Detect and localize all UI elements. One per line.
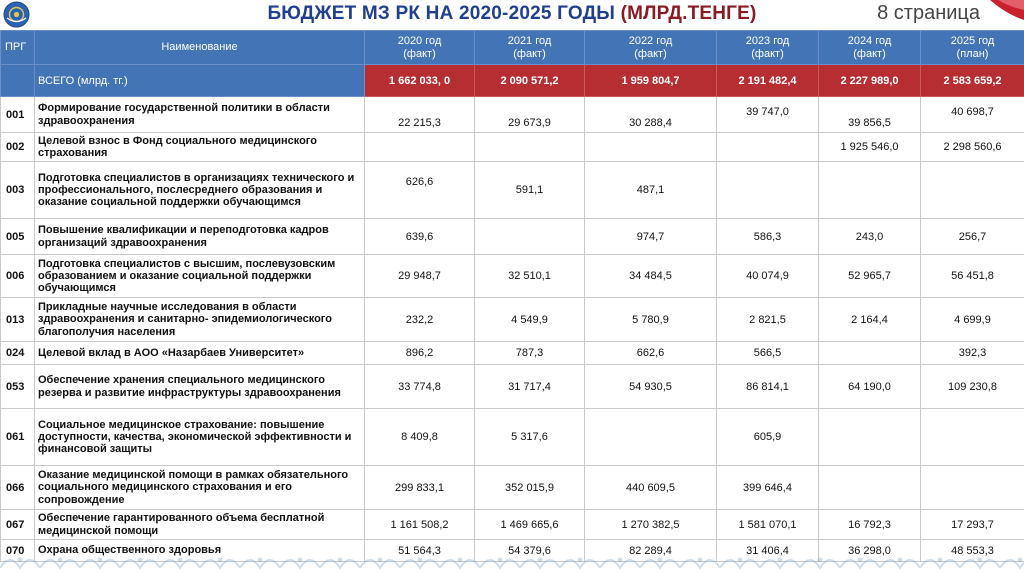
value-cell: 399 646,4 [717, 466, 819, 510]
value-cell: 40 698,7 [921, 97, 1024, 133]
program-name: Подготовка специалистов с высшим, послевузовским образованием и оказание социальной поддержки обучающимся [35, 255, 365, 298]
table-row [1, 219, 1024, 255]
total-code-cell [1, 65, 35, 97]
table-row [1, 133, 1024, 162]
total-value: 2 227 989,0 [819, 65, 921, 97]
value-cell: 52 965,7 [819, 255, 921, 298]
program-name: Целевой вклад в АОО «Назарбаев Университет» [35, 342, 365, 365]
program-name: Обеспечение хранения специального медицинского резерва и развитие инфраструктуры здравоохранения [35, 365, 365, 409]
total-label: ВСЕГО (млрд. тг.) [35, 65, 365, 97]
header-year: 2023 год (факт) [717, 31, 819, 65]
value-cell: 662,6 [585, 342, 717, 365]
value-cell: 33 774,8 [365, 365, 475, 409]
value-cell [475, 133, 585, 162]
value-cell: 56 451,8 [921, 255, 1024, 298]
value-cell: 440 609,5 [585, 466, 717, 510]
program-code: 002 [1, 133, 35, 162]
table-row [1, 97, 1024, 133]
value-cell: 591,1 [475, 162, 585, 219]
value-cell [819, 409, 921, 466]
value-cell: 54 930,5 [585, 365, 717, 409]
total-value: 2 191 482,4 [717, 65, 819, 97]
value-cell [819, 342, 921, 365]
value-cell: 1 925 546,0 [819, 133, 921, 162]
program-code: 013 [1, 298, 35, 342]
value-cell: 16 792,3 [819, 510, 921, 540]
program-code: 061 [1, 409, 35, 466]
program-code: 070 [1, 540, 35, 562]
value-cell: 54 379,6 [475, 540, 585, 562]
value-cell: 36 298,0 [819, 540, 921, 562]
table-row [1, 540, 1024, 562]
value-cell: 34 484,5 [585, 255, 717, 298]
program-name: Прикладные научные исследования в области здравоохранения и санитарно- эпидемиологического благополучия населения [35, 298, 365, 342]
total-value: 1 662 033, 0 [365, 65, 475, 97]
value-cell: 82 289,4 [585, 540, 717, 562]
value-cell: 1 270 382,5 [585, 510, 717, 540]
program-code: 006 [1, 255, 35, 298]
value-cell: 896,2 [365, 342, 475, 365]
value-cell [921, 162, 1024, 219]
value-cell: 22 215,3 [365, 97, 475, 133]
total-row [1, 65, 1024, 97]
table-row [1, 409, 1024, 466]
value-cell [365, 133, 475, 162]
value-cell: 39 856,5 [819, 97, 921, 133]
program-code: 053 [1, 365, 35, 409]
program-code: 001 [1, 97, 35, 133]
program-name: Охрана общественного здоровья [35, 540, 365, 562]
total-value: 1 959 804,7 [585, 65, 717, 97]
program-code: 003 [1, 162, 35, 219]
table-header-row [1, 31, 1024, 65]
program-code: 067 [1, 510, 35, 540]
budget-table-container [0, 30, 1024, 574]
table-row [1, 466, 1024, 510]
table-row [1, 510, 1024, 540]
value-cell: 392,3 [921, 342, 1024, 365]
value-cell: 299 833,1 [365, 466, 475, 510]
value-cell: 4 699,9 [921, 298, 1024, 342]
program-name: Социальное медицинское страхование: повышение доступности, качества, экономической эффективности и финансовой защиты [35, 409, 365, 466]
value-cell: 30 288,4 [585, 97, 717, 133]
table-row [1, 365, 1024, 409]
value-cell: 5 780,9 [585, 298, 717, 342]
program-name: Повышение квалификации и переподготовка кадров организаций здравоохранения [35, 219, 365, 255]
value-cell: 8 409,8 [365, 409, 475, 466]
value-cell: 4 549,9 [475, 298, 585, 342]
header-year: 2022 год (факт) [585, 31, 717, 65]
value-cell: 256,7 [921, 219, 1024, 255]
value-cell [819, 162, 921, 219]
program-code: 024 [1, 342, 35, 365]
value-cell [717, 133, 819, 162]
value-cell: 2 164,4 [819, 298, 921, 342]
value-cell: 1 469 665,6 [475, 510, 585, 540]
title-main: БЮДЖЕТ МЗ РК НА 2020-2025 ГОДЫ [267, 3, 621, 24]
slide-header [0, 0, 1024, 30]
value-cell [819, 466, 921, 510]
value-cell: 31 406,4 [717, 540, 819, 562]
program-name: Формирование государственной политики в области здравоохранения [35, 97, 365, 133]
value-cell: 51 564,3 [365, 540, 475, 562]
value-cell: 974,7 [585, 219, 717, 255]
page-number: 8 страница [877, 2, 980, 24]
value-cell: 32 510,1 [475, 255, 585, 298]
table-row [1, 298, 1024, 342]
value-cell: 64 190,0 [819, 365, 921, 409]
value-cell [717, 162, 819, 219]
value-cell: 566,5 [717, 342, 819, 365]
header-prg: ПРГ [1, 31, 35, 65]
value-cell: 17 293,7 [921, 510, 1024, 540]
value-cell: 86 814,1 [717, 365, 819, 409]
value-cell: 29 948,7 [365, 255, 475, 298]
page-title [0, 3, 1024, 25]
value-cell: 29 673,9 [475, 97, 585, 133]
value-cell [921, 409, 1024, 466]
value-cell: 2 821,5 [717, 298, 819, 342]
value-cell: 31 717,4 [475, 365, 585, 409]
value-cell: 487,1 [585, 162, 717, 219]
value-cell: 48 553,3 [921, 540, 1024, 562]
table-row [1, 255, 1024, 298]
value-cell: 40 074,9 [717, 255, 819, 298]
program-name: Оказание медицинской помощи в рамках обязательного социального медицинского страхования и его сопровождение [35, 466, 365, 510]
table-row [1, 162, 1024, 219]
header-year: 2025 год (план) [921, 31, 1024, 65]
value-cell: 39 747,0 [717, 97, 819, 133]
corner-ribbon-icon [984, 0, 1024, 24]
value-cell: 1 161 508,2 [365, 510, 475, 540]
value-cell: 352 015,9 [475, 466, 585, 510]
total-value: 2 090 571,2 [475, 65, 585, 97]
header-name: Наименование [35, 31, 365, 65]
title-units: (МЛРД.ТЕНГЕ) [620, 3, 757, 24]
total-value: 2 583 659,2 [921, 65, 1024, 97]
value-cell: 5 317,6 [475, 409, 585, 466]
program-name: Целевой взнос в Фонд социального медицинского страхования [35, 133, 365, 162]
header-year: 2024 год (факт) [819, 31, 921, 65]
header-year: 2020 год (факт) [365, 31, 475, 65]
value-cell: 109 230,8 [921, 365, 1024, 409]
value-cell: 626,6 [365, 162, 475, 219]
table-row [1, 342, 1024, 365]
value-cell: 2 298 560,6 [921, 133, 1024, 162]
value-cell: 605,9 [717, 409, 819, 466]
program-code: 066 [1, 466, 35, 510]
value-cell [585, 409, 717, 466]
value-cell: 639,6 [365, 219, 475, 255]
program-name: Обеспечение гарантированного объема бесплатной медицинской помощи [35, 510, 365, 540]
header-year: 2021 год (факт) [475, 31, 585, 65]
value-cell [585, 133, 717, 162]
value-cell: 787,3 [475, 342, 585, 365]
value-cell [475, 219, 585, 255]
budget-table [0, 30, 1024, 562]
program-code: 005 [1, 219, 35, 255]
value-cell: 232,2 [365, 298, 475, 342]
value-cell: 243,0 [819, 219, 921, 255]
value-cell [921, 466, 1024, 510]
value-cell: 586,3 [717, 219, 819, 255]
program-name: Подготовка специалистов в организациях технического и профессионального, послесреднего образования и оказание социальной поддержки обучающимся [35, 162, 365, 219]
value-cell: 1 581 070,1 [717, 510, 819, 540]
